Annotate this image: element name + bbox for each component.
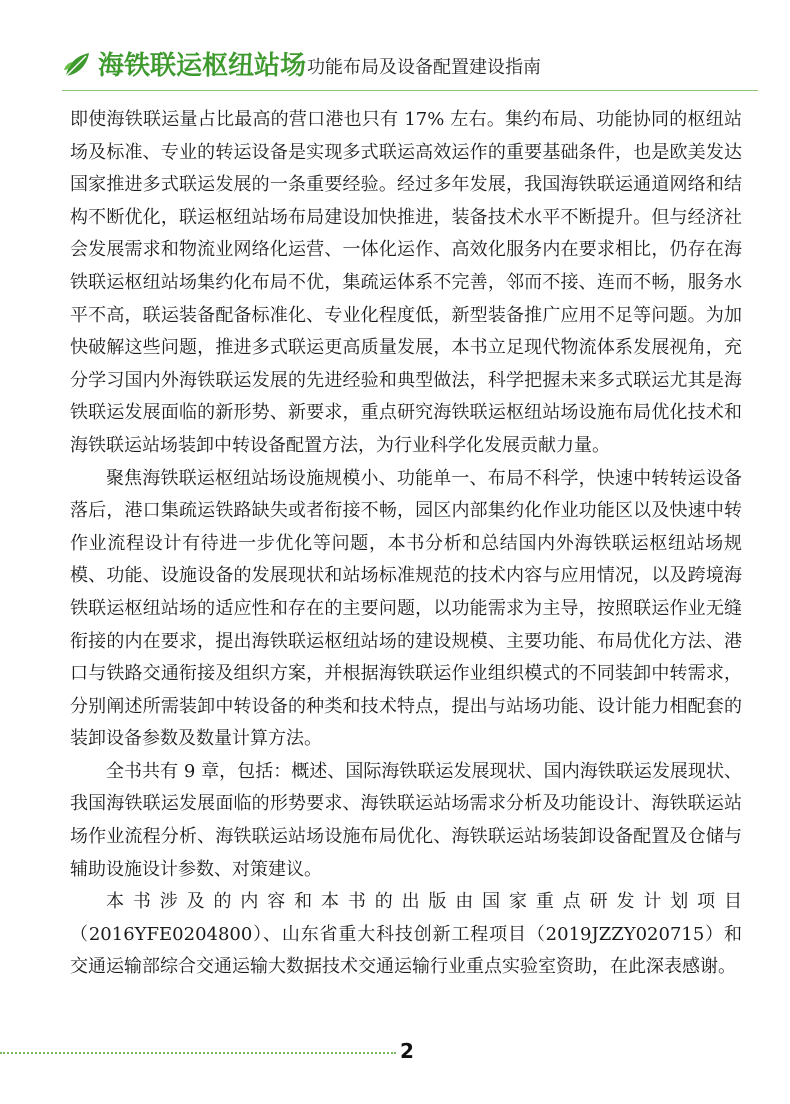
paragraph: 全书共有 9 章，包括：概述、国际海铁联运发展现状、国内海铁联运发展现状、我国海铁联运发展面临的形势要求、海铁联运站场需求分析及功能设计、海铁联运站场作业流程分析、海铁联运站场设施布局优化、海铁联运站场装卸设备配置及仓储与辅助设施设计参数、对策建议。 [70, 760, 742, 880]
book-title: 海铁联运枢纽站场 [98, 51, 307, 81]
footer-divider [0, 1052, 396, 1054]
paragraph: 本书涉及的内容和本书的出版由国家重点研发计划项目（2016YFE0204800）、山东省重大科技创新工程项目（2019JZZY020715）和交通运输部综合交通运输大数据技术交通运输行业重点实验室资助，在此深表感谢。 [70, 891, 742, 978]
page-number: 2 [400, 1039, 414, 1063]
book-subtitle: 功能布局及设备配置建设指南 [307, 57, 541, 78]
running-header [62, 48, 762, 92]
leaf-icon [62, 50, 92, 80]
paragraph-continued: 即使海铁联运量占比最高的营口港也只有 17% 左右。集约布局、功能协同的枢纽站场及标准、专业的转运设备是实现多式联运高效运作的重要基础条件，也是欧美发达国家推进多式联运发展的一条重要经验。经过多年发展，我国海铁联运通道网络和结构不断优化，联运枢纽站场布局建设加快推进，装备技术水平不断提升。但与经济社会发展需求和物流业网络化运营、一体化运作、高效化服务内在要求相比，仍存在海铁联运枢纽站场集约化布局不优，集疏运体系不完善，邻而不接、连而不畅，服务水平不高，联运装备配备标准化、专业化程度低，新型装备推广应用不足等问题。为加快破解这些问题，推进多式联运更高质量发展，本书立足现代物流体系发展视角，充分学习国内外海铁联运发展的先进经验和典型做法，科学把握未来多式联运尤其是海铁联运发展面临的新形势、新要求，重点研究海铁联运枢纽站场设施布局优化技术和海铁联运站场装卸中转设备配置方法，为行业科学化发展贡献力量。 [70, 109, 742, 456]
paragraph: 聚焦海铁联运枢纽站场设施规模小、功能单一、布局不科学，快速中转转运设备落后，港口集疏运铁路缺失或者衔接不畅，园区内部集约化作业功能区以及快速中转作业流程设计有待进一步优化等问题，本书分析和总结国内外海铁联运枢纽站场规模、功能、设施设备的发展现状和站场标准规范的技术内容与应用情况，以及跨境海铁联运枢纽站场的适应性和存在的主要问题，以功能需求为主导，按照联运作业无缝衔接的内在要求，提出海铁联运枢纽站场的建设规模、主要功能、布局优化方法、港口与铁路交通衔接及组织方案，并根据海铁联运作业组织模式的不同装卸中转需求，分别阐述所需装卸中转设备的种类和技术特点，提出与站场功能、设计能力相配套的装卸设备参数及数量计算方法。 [70, 467, 742, 750]
body-text [70, 104, 742, 984]
header-divider [62, 90, 758, 91]
